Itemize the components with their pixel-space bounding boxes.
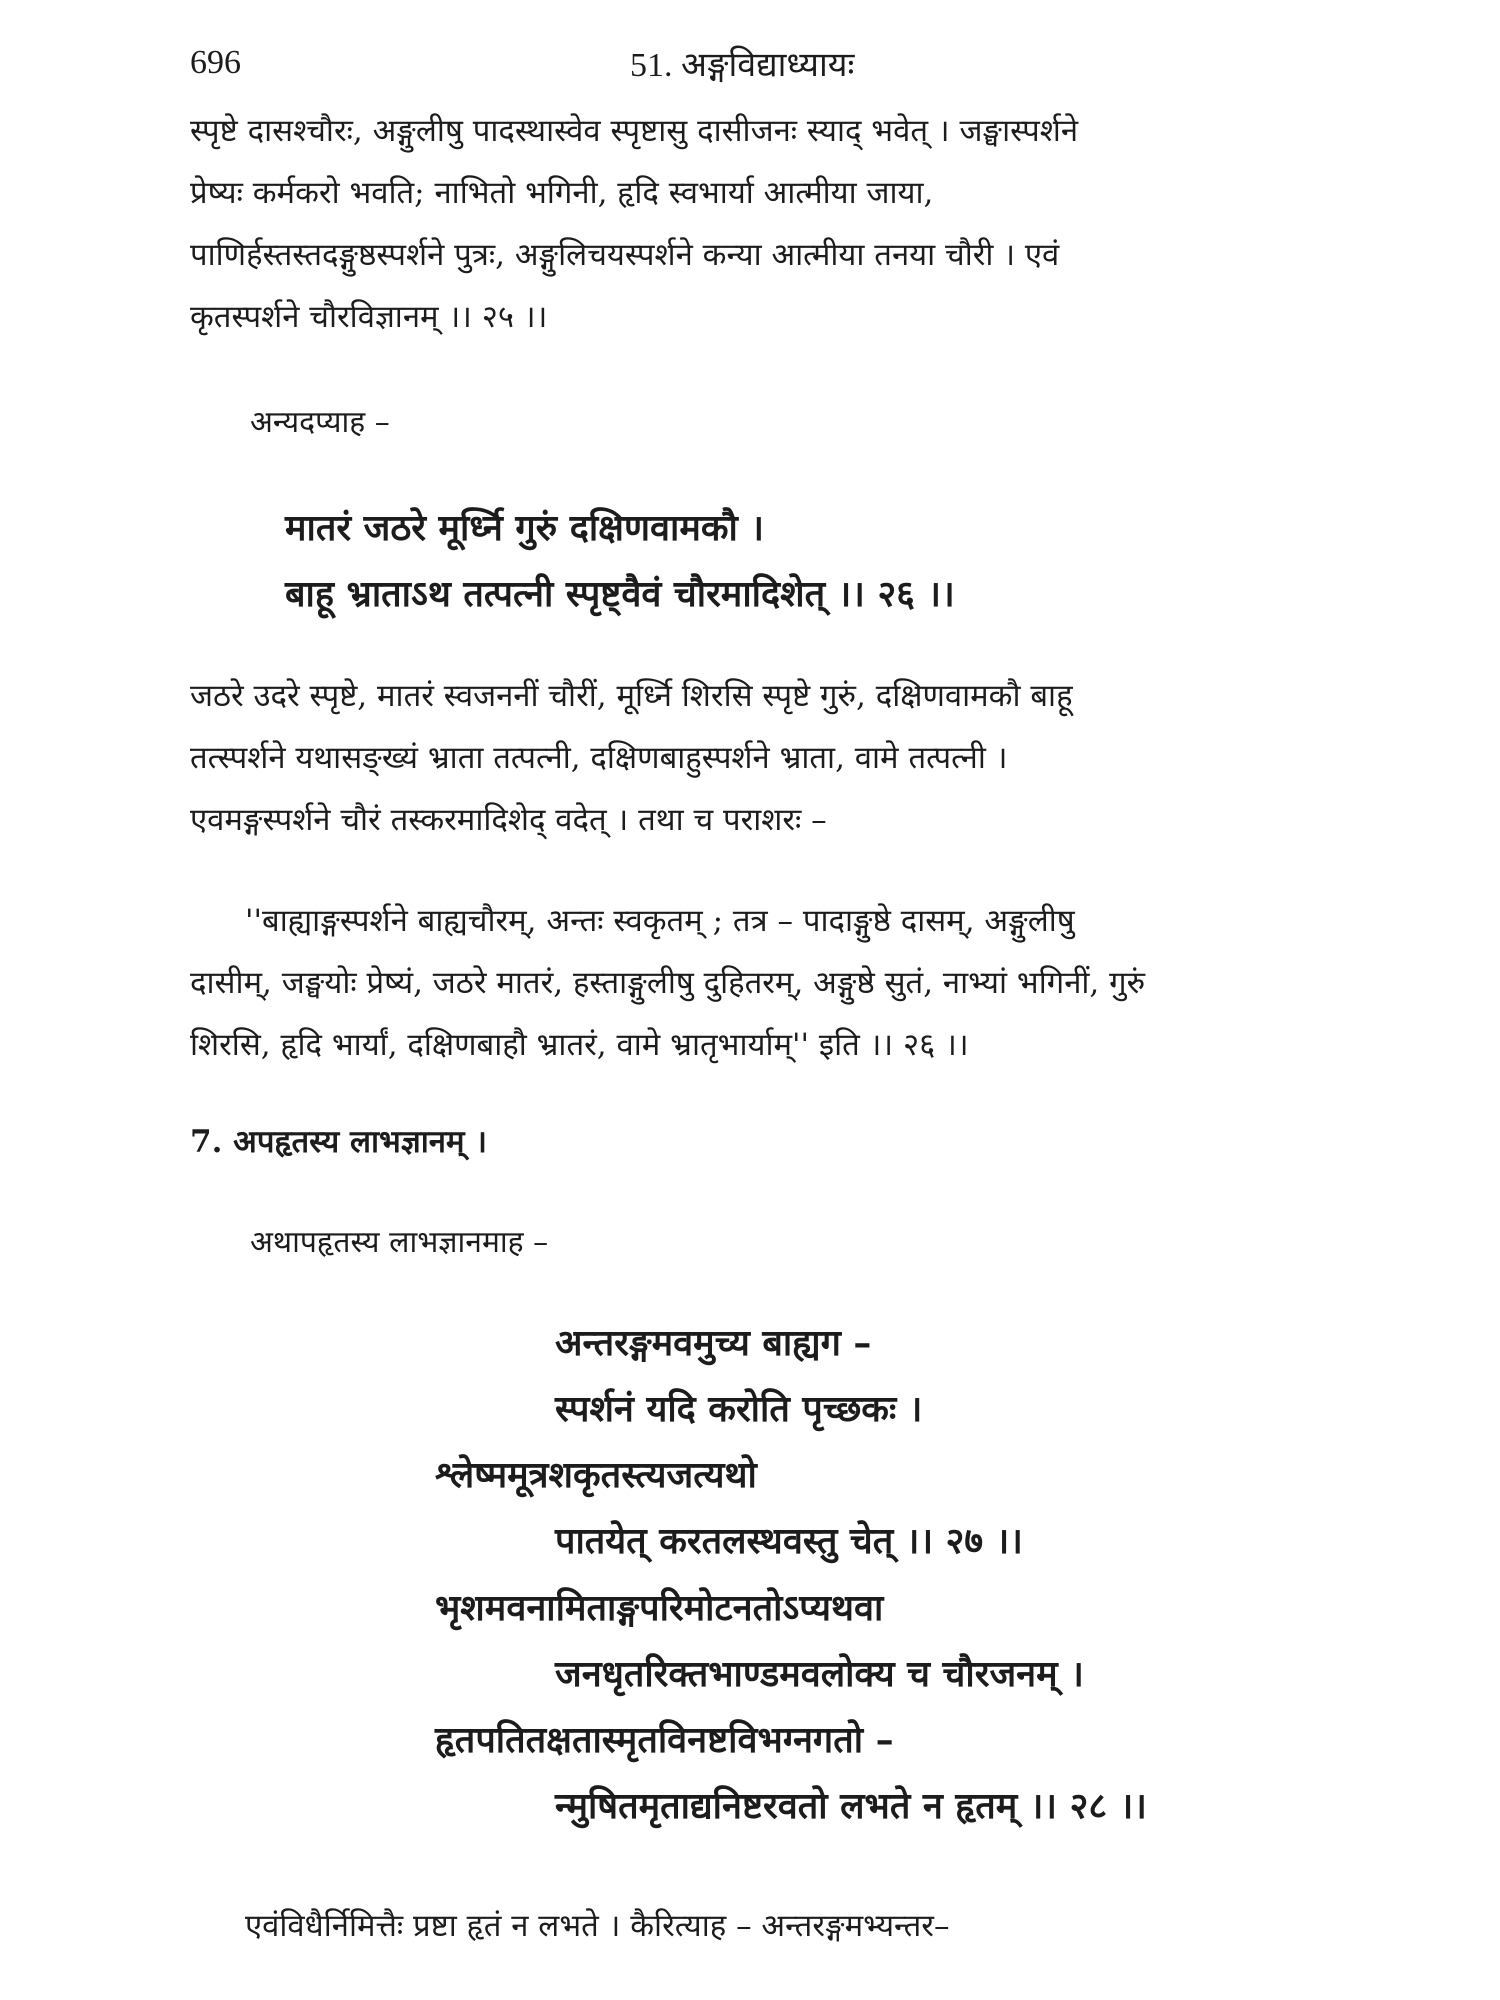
verse-28 (435, 1575, 1335, 1839)
verse-line: अन्तरङ्गमवमुच्य बाह्यग – (555, 1322, 872, 1364)
verse-line: हृतपतितक्षतास्मृतविनष्टविभग्नगतो – (435, 1719, 894, 1761)
text-line: स्पृष्टे दासश्चौरः, अङ्गुलीषु पादस्थास्वेव स्पृष्टासु दासीजनः स्याद् भवेत् । जङ्घास्पर्शने (190, 113, 1079, 149)
running-title: 51. अङ्गविद्याध्यायः (630, 47, 855, 84)
text-line: कृतस्पर्शने चौरविज्ञानम् ।। २५ ।। (190, 299, 548, 335)
text-line: पाणिर्हस्तस्तदङ्गुष्ठस्पर्शने पुत्रः, अङ्गुलिचयस्पर्शने कन्या आत्मीया तनया चौरी । एवं (190, 237, 1060, 273)
verse-line: मातरं जठरे मूर्ध्नि गुरुं दक्षिणवामकौ । (285, 507, 765, 549)
intro-line-1: अन्यदप्याह – (250, 405, 390, 440)
text-line: प्रेष्यः कर्मकरो भवति; नाभितो भगिनी, हृदि स्वभार्या आत्मीया जाया, (190, 175, 934, 211)
text-line: ''बाह्याङ्गस्पर्शने बाह्यचौरम्, अन्तः स्वकृतम् ; तत्र – पादाङ्गुष्ठे दासम्, अङ्गुलीषु (245, 903, 1075, 939)
text-line: जठरे उदरे स्पृष्टे, मातरं स्वजननीं चौरीं, मूर्ध्नि शिरसि स्पृष्टे गुरुं, दक्षिणवामकौ बाहू (190, 678, 1073, 714)
verse-line: भृशमवनामिताङ्गपरिमोटनतोऽप्यथवा (435, 1587, 884, 1629)
page-header (190, 40, 1350, 90)
verse-27 (435, 1310, 1335, 1574)
text-line: तत्स्पर्शने यथासङ्ख्यं भ्राता तत्पत्नी, दक्षिणबाहुस्पर्शने भ्राता, वामे तत्पत्नी । (190, 740, 1008, 776)
verse-line: पातयेत् करतलस्थवस्तु चेत् ।। २७ ।। (555, 1520, 1023, 1562)
text-line: एवमङ्गस्पर्शने चौरं तस्करमादिशेद् वदेत् । तथा च पराशरः – (190, 802, 827, 838)
text-line: शिरसि, हृदि भार्यां, दक्षिणबाहौ भ्रातरं, वामे भ्रातृभार्याम्'' इति ।। २६ ।। (190, 1027, 969, 1063)
commentary-paragraph-3 (190, 1895, 1350, 1957)
page-number: 696 (190, 44, 241, 81)
section-heading: 7. अपहृतस्य लाभज्ञानम् । (190, 1124, 488, 1160)
verse-line: जनधृतरिक्तभाण्डमवलोक्य च चौरजनम् । (555, 1653, 1084, 1695)
commentary-paragraph-1 (190, 100, 1350, 348)
intro-line-2: अथापहृतस्य लाभज्ञानमाह – (250, 1225, 549, 1260)
verse-line: न्मुषितमृताद्यनिष्टरवतो लभते न हृतम् ।। २८ ।। (555, 1785, 1147, 1827)
verse-26 (285, 495, 955, 627)
parashara-quote (190, 890, 1350, 1076)
verse-line: बाहू भ्राताऽथ तत्पत्नी स्पृष्ट्वैवं चौरमादिशेत् ।। २६ ।। (285, 573, 955, 615)
verse-line: श्लेष्ममूत्रशकृतस्त्यजत्यथो (435, 1454, 757, 1496)
text-line: दासीम्, जङ्घयोः प्रेष्यं, जठरे मातरं, हस्ताङ्गुलीषु दुहितरम्, अङ्गुष्ठे सुतं, नाभ्यां भगिनीं, गुरुं (190, 965, 1146, 1001)
commentary-paragraph-2 (190, 665, 1350, 851)
text-line: एवंविधैर्निमित्तैः प्रष्टा हृतं न लभते । कैरित्याह – अन्तरङ्गमभ्यन्तर– (245, 1908, 950, 1944)
verse-line: स्पर्शनं यदि करोति पृच्छकः । (555, 1388, 923, 1430)
